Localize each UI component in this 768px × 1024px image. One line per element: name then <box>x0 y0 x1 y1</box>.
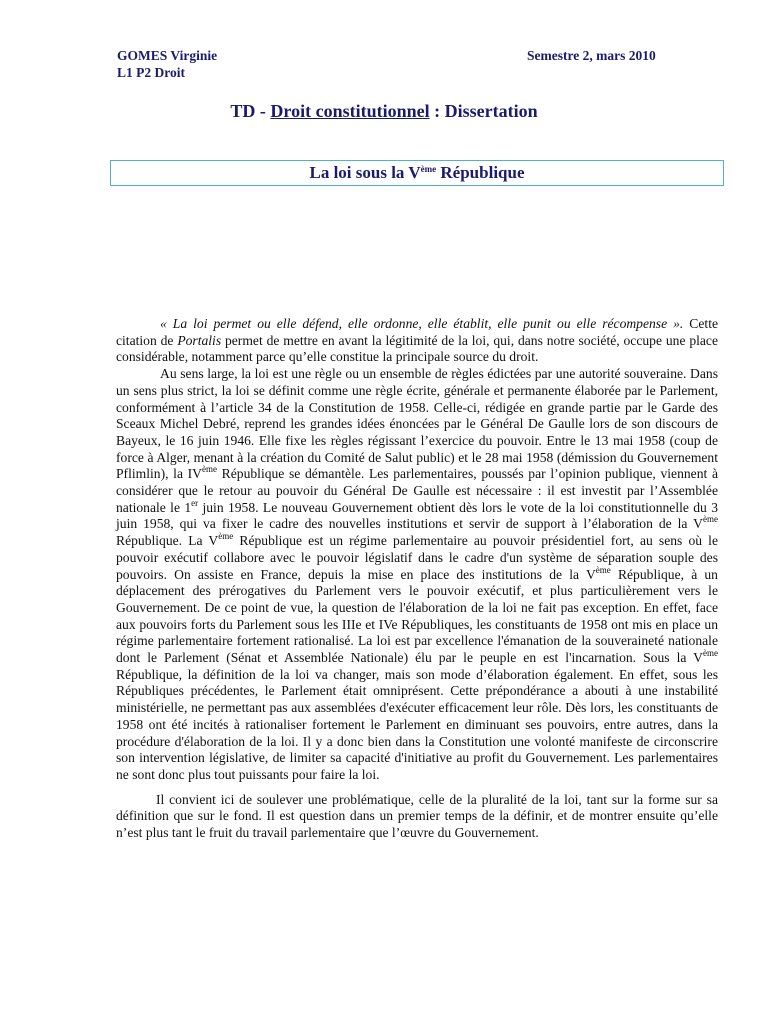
semester-date: Semestre 2, mars 2010 <box>527 48 656 63</box>
portalis-quote: « La loi permet ou elle défend, elle ordonne, elle établit, elle punit ou elle récompense ». <box>160 316 684 331</box>
subtitle-sup: ème <box>420 164 437 174</box>
text-run: République, à un déplacement des prérogatives du Parlement vers le pouvoir exécutif, et plus particulièrement vers le Gouvernement. De ce point de vue, la question de l'élaboration de la loi ne fait pas exception. En effet, face aux pouvoirs forts du Parlement sous les IIIe et IVe Républiques, les constituants de 1958 ont mis en place un régime parlementaire fortement rationalisé. La loi est par excellence l'émanation de la souveraineté nationale dont le Parlement (Sénat et Assemblée Nationale) élu par le peuple en est l'incarnation. Sous la V <box>116 566 718 666</box>
document-title <box>0 101 768 122</box>
text-run: Au sens large, la loi est une règle ou un ensemble de règles édictées par une autorité souveraine. Dans un sens plus strict, la loi se définit comme une règle écrite, générale et permanente élaborée par le Parlement, conformément à l’article 34 de la Constitution de 1958. Celle-ci, rédigée en grande partie par le Garde des Sceaux Michel Debré, reprend les grandes idées énoncées par le Général De Gaulle lors de son discours de Bayeux, le 16 juin 1946. Elle fixe les règles régissant l’exercice du pouvoir. Entre le 13 mai 1958 (coup de force à Alger, menant à la création du Comité de Salut public) et le 28 mai 1958 (démission du Gouvernement Pflimlin), la IV <box>116 366 718 482</box>
text-run: République est un régime parlementaire au pouvoir présidentiel fort, au sens où le pouvoir exécutif collabore avec le pouvoir législatif dans le cadre d'un système de séparation souple des pouvoirs. On assiste en France, depuis la mise en place des institutions de la V <box>116 533 718 582</box>
title-suffix: : Dissertation <box>429 101 538 121</box>
author-name-portalis: Portalis <box>177 332 222 348</box>
superscript: ème <box>218 531 234 542</box>
text-run: Cette citation de <box>116 316 718 348</box>
subtitle-after: République <box>436 163 525 182</box>
superscript: ème <box>703 514 718 525</box>
paragraph-problematic: Il convient ici de soulever une problématique, celle de la pluralité de la loi, tant sur la forme sur sa définition que sur le fond. Il est question dans un premier temps de la définir, et de montrer ensuite qu’elle n’est plus tant le fruit du travail parlementaire que l’œuvre du Gouvernement. <box>116 791 718 841</box>
author-block <box>117 47 217 81</box>
text-run: République. La V <box>116 533 219 549</box>
title-subject: Droit constitutionnel <box>270 101 430 121</box>
subtitle-box <box>110 160 724 186</box>
paragraph-context <box>116 366 718 784</box>
superscript: ème <box>202 464 217 475</box>
subtitle-before: La loi sous la V <box>309 163 421 182</box>
paragraph-intro <box>116 316 718 366</box>
text-run: juin 1958. Le nouveau Gouvernement obtient dès lors le vote de la loi constitutionnelle du 3 juin 1958, qui va fixer le cadre des nouvelles institutions et servir de support à l’élaboration de la V <box>116 499 718 532</box>
title-prefix: TD - <box>230 101 271 121</box>
superscript: er <box>191 497 199 508</box>
text-run: permet de mettre en avant la légitimité de la loi, qui, dans notre société, occupe une place considérable, notamment parce qu’elle constitue la principale source du droit. <box>116 332 718 365</box>
course-name: L1 P2 Droit <box>117 65 185 80</box>
text-run: République se démantèle. Les parlementaires, poussés par l’opinion publique, viennent à considérer que le retour au pouvoir du Général De Gaulle est nécessaire : il est investit par l’Assemblée nationale le 1 <box>116 466 718 515</box>
superscript: ème <box>703 648 718 659</box>
superscript: ème <box>595 564 611 575</box>
author-name: GOMES Virginie <box>117 48 218 63</box>
essay-body <box>116 316 718 842</box>
text-run: République, la définition de la loi va changer, mais son mode d’élaboration également. En effet, sous les Républiques précédentes, le Parlement était omniprésent. Cette prépondérance a abouti à une instabilité ministérielle, ne permettant pas aux assemblées d'exécuter efficacement leur rôle. Dès lors, les constituants de 1958 ont été incités à rationaliser fortement le Parlement en diminuant ses pouvoirs, entre autres, dans la procédure d'élaboration de la loi. Il y a donc bien dans la Constitution une volonté manifeste de circonscrire son intervention législative, de limiter sa capacité d'initiative au profit du Gouvernement. Les parlementaires ne sont donc plus tout puissants pour faire la loi. <box>116 666 718 782</box>
